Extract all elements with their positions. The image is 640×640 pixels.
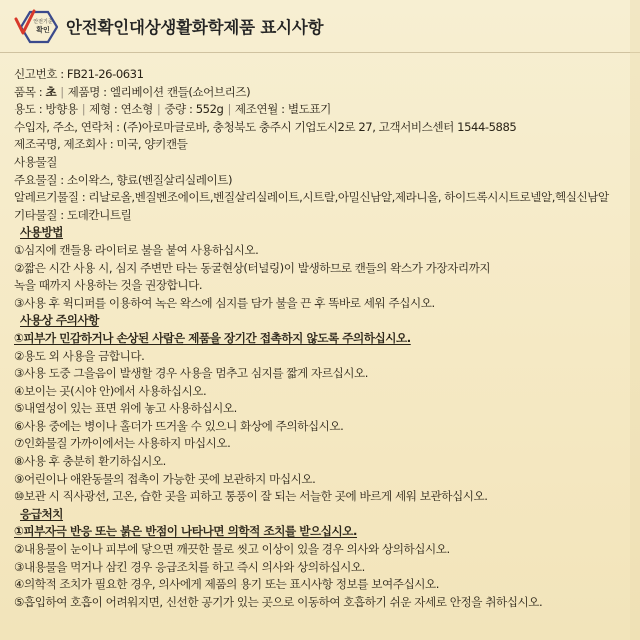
caution-line: ⑥사용 중에는 병이나 홀더가 뜨거울 수 있으니 화상에 주의하십시오. <box>14 418 344 433</box>
caution-line: ⑨어린이나 애완동물의 접촉이 가능한 곳에 보관하지 마십시오. <box>14 471 316 486</box>
label-content <box>14 66 634 611</box>
item-product-row: 품목 : 초 | 제품명 : 엘리베이션 캔들(쇼어브리즈) <box>14 84 251 99</box>
label-header <box>14 6 323 46</box>
report-number: 신고번호 : FB21-26-0631 <box>14 67 144 81</box>
spec-row: 용도 : 방향용 | 제형 : 연소형 | 중량 : 552g | 제조연월 : 별도표기 <box>14 102 331 117</box>
caution-line: ⑧사용 후 충분히 환기하십시오. <box>14 454 166 469</box>
caution-line-emphasis: ①피부가 민감하거나 손상된 사람은 제품을 장기간 접촉하지 않도록 주의하십시오. <box>14 330 411 345</box>
other-substances: 기타물질 : 도데칸니트릴 <box>14 207 132 222</box>
item-label: 품목 : <box>14 84 46 99</box>
country-maker: 제조국명, 제조회사 : 미국, 양키캔들 <box>14 137 188 152</box>
caution-line: ⑩보관 시 직사광선, 고온, 습한 곳을 피하고 통풍이 잘 되는 서늘한 곳에 바르게 세워 보관하십시오. <box>14 489 488 504</box>
caution-line: ⑤내열성이 있는 표면 위에 놓고 사용하십시오. <box>14 401 237 416</box>
product-name: 제품명 : 엘리베이션 캔들(쇼어브리즈) <box>67 84 251 99</box>
usage-line: ③사용 후 윅디퍼를 이용하여 녹은 왁스에 심지를 담가 불을 끈 후 똑바로 세워 주십시오. <box>14 295 435 310</box>
first-aid-line: ⑤흡입하여 호흡이 어려워지면, 신선한 공기가 있는 곳으로 이동하여 호흡하기 쉬운 자세로 안정을 취하십시오. <box>14 594 543 609</box>
first-aid-title: 응급처치 <box>20 506 63 521</box>
usage-line: ①심지에 캔들용 라이터로 불을 붙여 사용하십시오. <box>14 242 259 257</box>
caution-line: ③사용 도중 그을음이 발생할 경우 사용을 멈추고 심지를 짧게 자르십시오. <box>14 366 369 381</box>
first-aid-line: ④의학적 조치가 필요한 경우, 의사에게 제품의 용기 또는 표시사항 정보를 보여주십시오. <box>14 577 440 592</box>
importer-info: 수입자, 주소, 연락처 : (주)아로마글로바, 충청북도 충주시 기업도시2로 27, 고객서비스센터 1544-5885 <box>14 119 517 134</box>
usage-line: 녹을 때까지 사용하는 것을 권장합니다. <box>14 278 203 293</box>
usage-line: ②짧은 시간 사용 시, 심지 주변만 타는 동굴현상(터널링)이 발생하므로 캔들의 왁스가 가장자리까지 <box>14 260 491 275</box>
badge-top-text: 안전기준 <box>33 19 53 25</box>
caution-line: ⑦인화물질 가까이에서는 사용하지 마십시오. <box>14 436 231 451</box>
first-aid-line: ③내용물을 먹거나 삼킨 경우 응급조치를 하고 즉시 의사와 상의하십시오. <box>14 559 365 574</box>
weight-field: 중량 : 552g <box>164 102 224 117</box>
caution-line: ②용도 외 사용을 금합니다. <box>14 348 145 363</box>
form-field: 제형 : 연소형 <box>89 102 153 117</box>
caution-line: ④보이는 곳(시야 안)에서 사용하십시오. <box>14 383 207 398</box>
use-field: 용도 : 방향용 <box>14 102 78 117</box>
badge-bottom-text: 확인 <box>36 26 50 34</box>
substances-title: 사용물질 <box>14 154 57 169</box>
item-value: 초 <box>45 84 57 99</box>
first-aid-line-emphasis: ①피부자극 반응 또는 붉은 반점이 나타나면 의학적 조치를 받으십시오. <box>14 524 358 539</box>
label-title: 안전확인대상생활화학제품 표시사항 <box>66 18 324 37</box>
allergen-substances: 알레르기물질 : 리날로올,벤질벤조에이트,벤질살리실레이트,시트랄,아밀신남알,제라니올, 하이드록시시트로넬알,헥실신남알 <box>14 190 609 205</box>
safety-check-badge-icon <box>14 9 58 43</box>
page-edge-shade <box>630 0 640 640</box>
header-divider <box>0 52 640 53</box>
first-aid-line: ②내용물이 눈이나 피부에 닿으면 깨끗한 물로 씻고 이상이 있을 경우 의사와 상의하십시오. <box>14 542 450 557</box>
main-substances: 주요물질 : 소이왁스, 향료(벤질살리실레이트) <box>14 172 233 187</box>
mfg-date-field: 제조연월 : 별도표기 <box>234 102 331 117</box>
usage-title: 사용방법 <box>20 225 63 240</box>
cautions-title: 사용상 주의사항 <box>20 313 99 328</box>
